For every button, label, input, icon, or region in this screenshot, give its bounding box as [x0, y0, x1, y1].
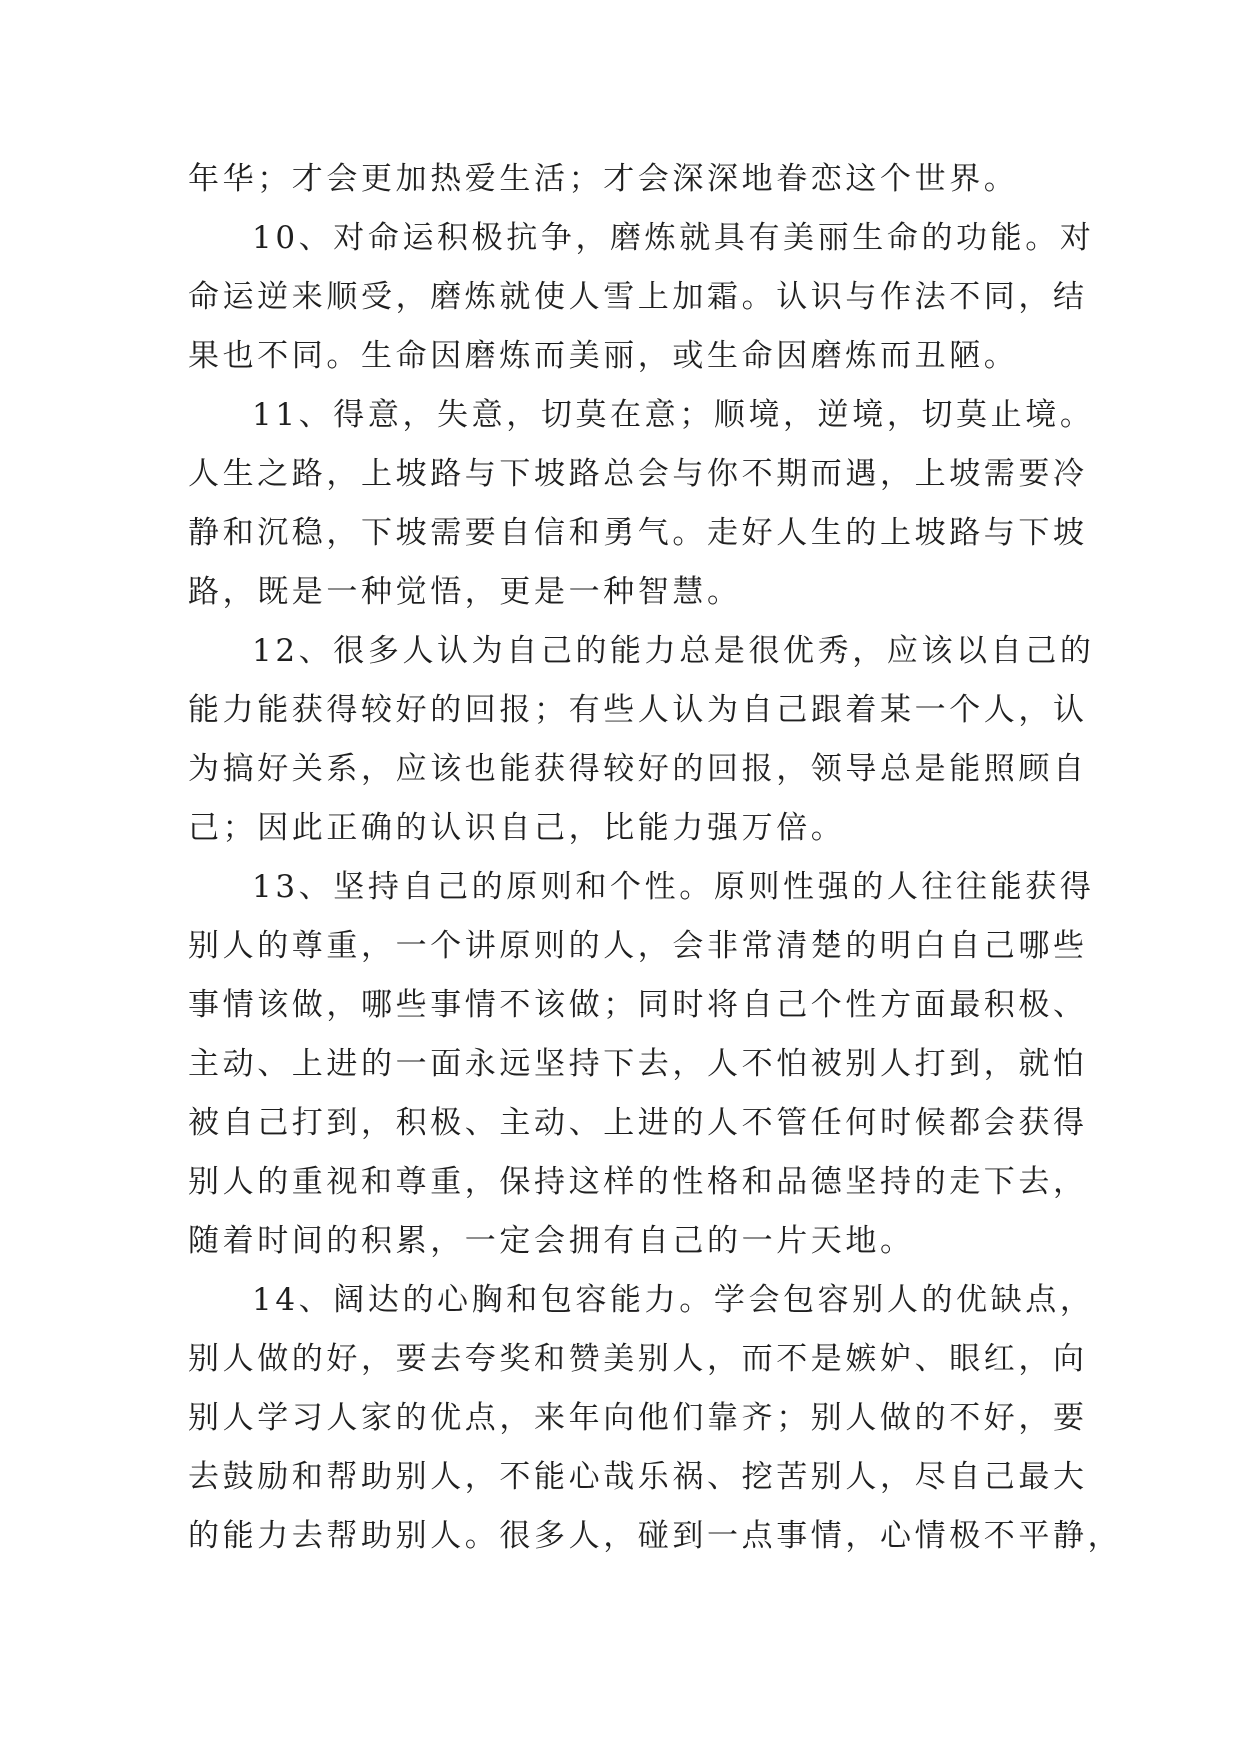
paragraph-first-line: 14、阔达的心胸和包容能力。学会包容别人的优缺点， — [252, 1282, 1095, 1318]
paragraph-first-line: 12、很多人认为自己的能力总是很优秀，应该以自己的 — [252, 633, 1095, 669]
text-line: 静和沉稳，下坡需要自信和勇气。走好人生的上坡路与下坡 — [188, 515, 1088, 551]
text-line: 人生之路，上坡路与下坡路总会与你不期而遇，上坡需要冷 — [188, 456, 1088, 492]
text-line: 主动、上进的一面永远坚持下去，人不怕被别人打到，就怕 — [188, 1046, 1088, 1082]
text-line: 别人的尊重，一个讲原则的人，会非常清楚的明白自己哪些 — [188, 928, 1088, 964]
paragraph-first-line: 10、对命运积极抗争，磨炼就具有美丽生命的功能。对 — [252, 220, 1095, 256]
text-line: 事情该做，哪些事情不该做；同时将自己个性方面最积极、 — [188, 987, 1088, 1023]
text-line: 别人的重视和尊重，保持这样的性格和品德坚持的走下去， — [188, 1164, 1088, 1200]
text-line: 去鼓励和帮助别人，不能心哉乐祸、挖苦别人，尽自己最大 — [188, 1459, 1088, 1495]
text-line: 别人做的好，要去夸奖和赞美别人，而不是嫉妒、眼红，向 — [188, 1341, 1088, 1377]
paragraph-first-line: 11、得意，失意，切莫在意；顺境，逆境，切莫止境。 — [252, 397, 1095, 433]
body-text — [188, 150, 1123, 1566]
text-line: 己；因此正确的认识自己，比能力强万倍。 — [188, 810, 846, 846]
text-line: 随着时间的积累，一定会拥有自己的一片天地。 — [188, 1223, 915, 1259]
text-line: 果也不同。生命因磨炼而美丽，或生命因磨炼而丑陋。 — [188, 338, 1019, 374]
text-line: 路，既是一种觉悟，更是一种智慧。 — [188, 574, 742, 610]
text-line: 能力能获得较好的回报；有些人认为自己跟着某一个人，认 — [188, 692, 1088, 728]
text-line: 为搞好关系，应该也能获得较好的回报，领导总是能照顾自 — [188, 751, 1088, 787]
text-line: 的能力去帮助别人。很多人，碰到一点事情，心情极不平静， — [188, 1518, 1123, 1554]
text-line: 命运逆来顺受，磨炼就使人雪上加霜。认识与作法不同，结 — [188, 279, 1088, 315]
text-line: 别人学习人家的优点，来年向他们靠齐；别人做的不好，要 — [188, 1400, 1088, 1436]
paragraph-first-line: 13、坚持自己的原则和个性。原则性强的人往往能获得 — [252, 869, 1095, 905]
text-line: 被自己打到，积极、主动、上进的人不管任何时候都会获得 — [188, 1105, 1088, 1141]
text-line: 年华；才会更加热爱生活；才会深深地眷恋这个世界。 — [188, 161, 1019, 197]
